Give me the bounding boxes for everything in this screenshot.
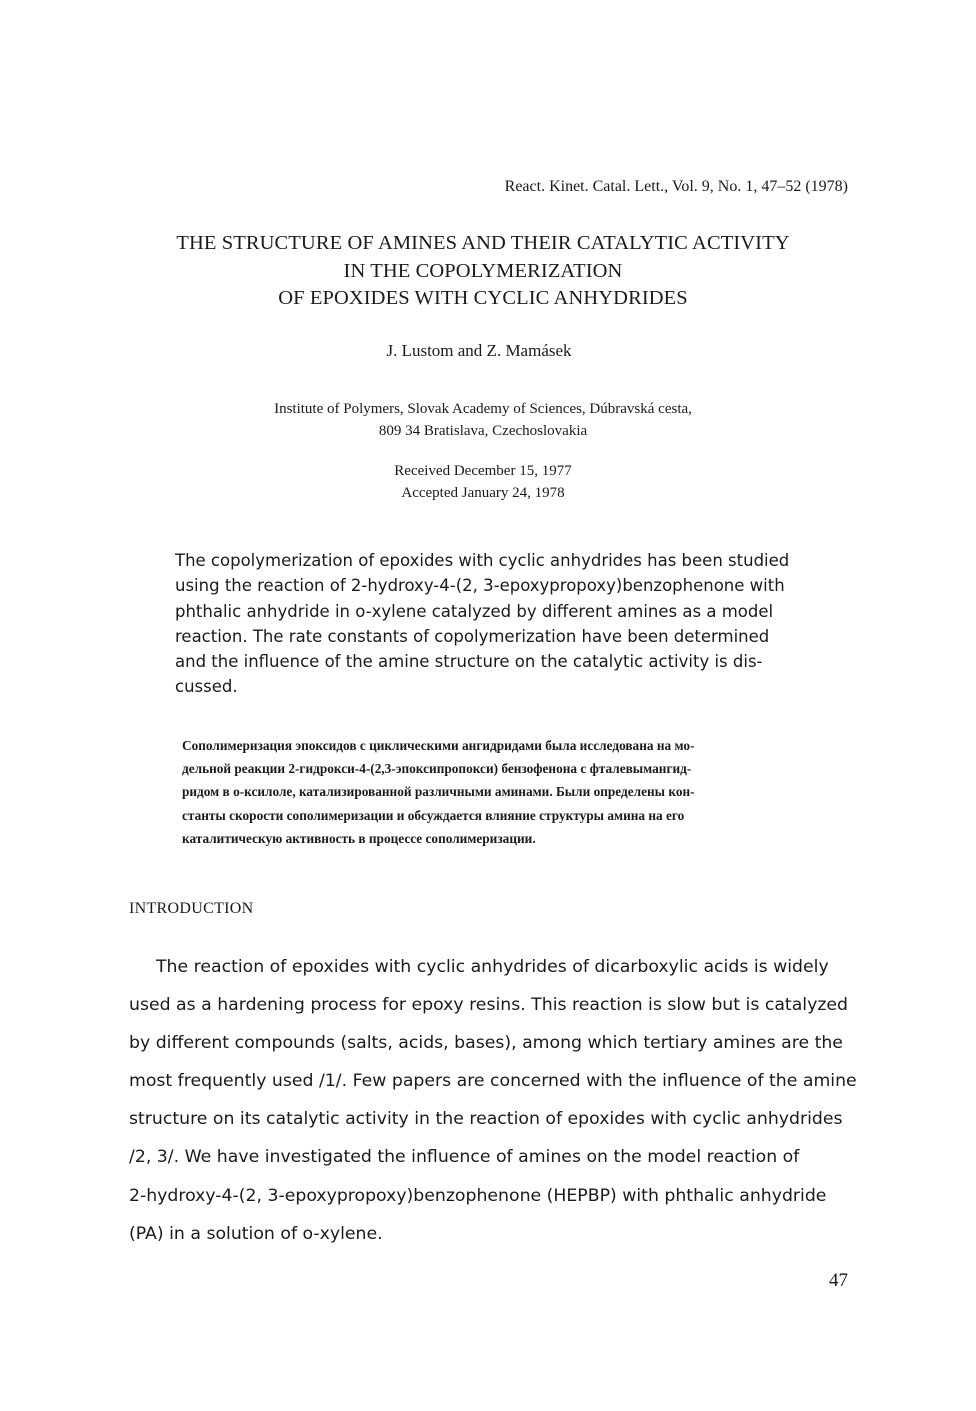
received-date: Received December 15, 1977 bbox=[394, 463, 572, 479]
abstract-line: The copolymerization of epoxides with cyclic anhydrides has been studied bbox=[175, 551, 790, 570]
journal-reference: React. Kinet. Catal. Lett., Vol. 9, No. 1, 47–52 (1978) bbox=[504, 178, 848, 195]
abstract-line: using the reaction of 2-hydroxy-4-(2, 3-epoxypropoxy)benzophenone with bbox=[175, 576, 785, 596]
intro-line: used as a hardening process for epoxy resins. This reaction is slow but is catalyzed bbox=[129, 995, 848, 1016]
intro-line: 2-hydroxy-4-(2, 3-epoxypropoxy)benzophenone (HEPBP) with phthalic anhydride bbox=[129, 1185, 827, 1206]
affiliation-line: Institute of Polymers, Slovak Academy of Sciences, Dúbravská cesta, bbox=[274, 401, 692, 417]
dates bbox=[0, 460, 966, 504]
affiliation-line: 809 34 Bratislava, Czechoslovakia bbox=[378, 423, 588, 439]
introduction-body bbox=[129, 948, 869, 1253]
abstract-line: cussed. bbox=[175, 677, 238, 697]
intro-line: /2, 3/. We have investigated the influence of amines on the model reaction of bbox=[129, 1147, 800, 1168]
abstract-line: reaction. The rate constants of copolymerization have been determined bbox=[175, 626, 770, 646]
abstract-english bbox=[175, 548, 835, 700]
affiliation bbox=[0, 398, 966, 442]
abstract-ru-line: станты скорости сополимеризации и обсуждается влияние структуры амина на его bbox=[182, 807, 685, 823]
authors: J. Lustom and Z. Mamásek bbox=[386, 341, 572, 360]
abstract-russian bbox=[182, 734, 862, 850]
abstract-ru-line: каталитическую активность в процессе сополимеризации. bbox=[182, 830, 536, 846]
intro-line: by different compounds (salts, acids, bases), among which tertiary amines are the bbox=[129, 1033, 843, 1054]
intro-line: most frequently used /1/. Few papers are concerned with the influence of the amine bbox=[129, 1071, 857, 1092]
intro-line: structure on its catalytic activity in the reaction of epoxides with cyclic anhydrides bbox=[129, 1109, 843, 1130]
abstract-ru-line: Сополимеризация эпоксидов с циклическими ангидридами была исследована на мо- bbox=[182, 738, 695, 753]
article-title bbox=[0, 230, 966, 313]
abstract-line: phthalic anhydride in o-xylene catalyzed by different amines as a model bbox=[175, 601, 774, 621]
abstract-ru-line: ридом в о-ксилоле, катализированной различными аминами. Были определены кон- bbox=[182, 784, 695, 800]
title-line: IN THE COPOLYMERIZATION bbox=[343, 259, 623, 282]
section-heading-introduction: INTRODUCTION bbox=[129, 900, 254, 917]
title-line: OF EPOXIDES WITH CYCLIC ANHYDRIDES bbox=[278, 287, 688, 309]
abstract-line: and the influence of the amine structure on the catalytic activity is dis- bbox=[175, 652, 763, 672]
abstract-ru-line: дельной реакции 2-гидрокси-4-(2,3-эпоксипропокси) бензофенона с фталевымангид- bbox=[182, 761, 692, 777]
intro-line: The reaction of epoxides with cyclic anhydrides of dicarboxylic acids is widely bbox=[156, 957, 829, 977]
intro-line: (PA) in a solution of o-xylene. bbox=[129, 1223, 383, 1244]
page-number: 47 bbox=[829, 1270, 848, 1291]
title-line: THE STRUCTURE OF AMINES AND THEIR CATALYTIC ACTIVITY bbox=[176, 232, 790, 254]
accepted-date: Accepted January 24, 1978 bbox=[401, 485, 565, 501]
